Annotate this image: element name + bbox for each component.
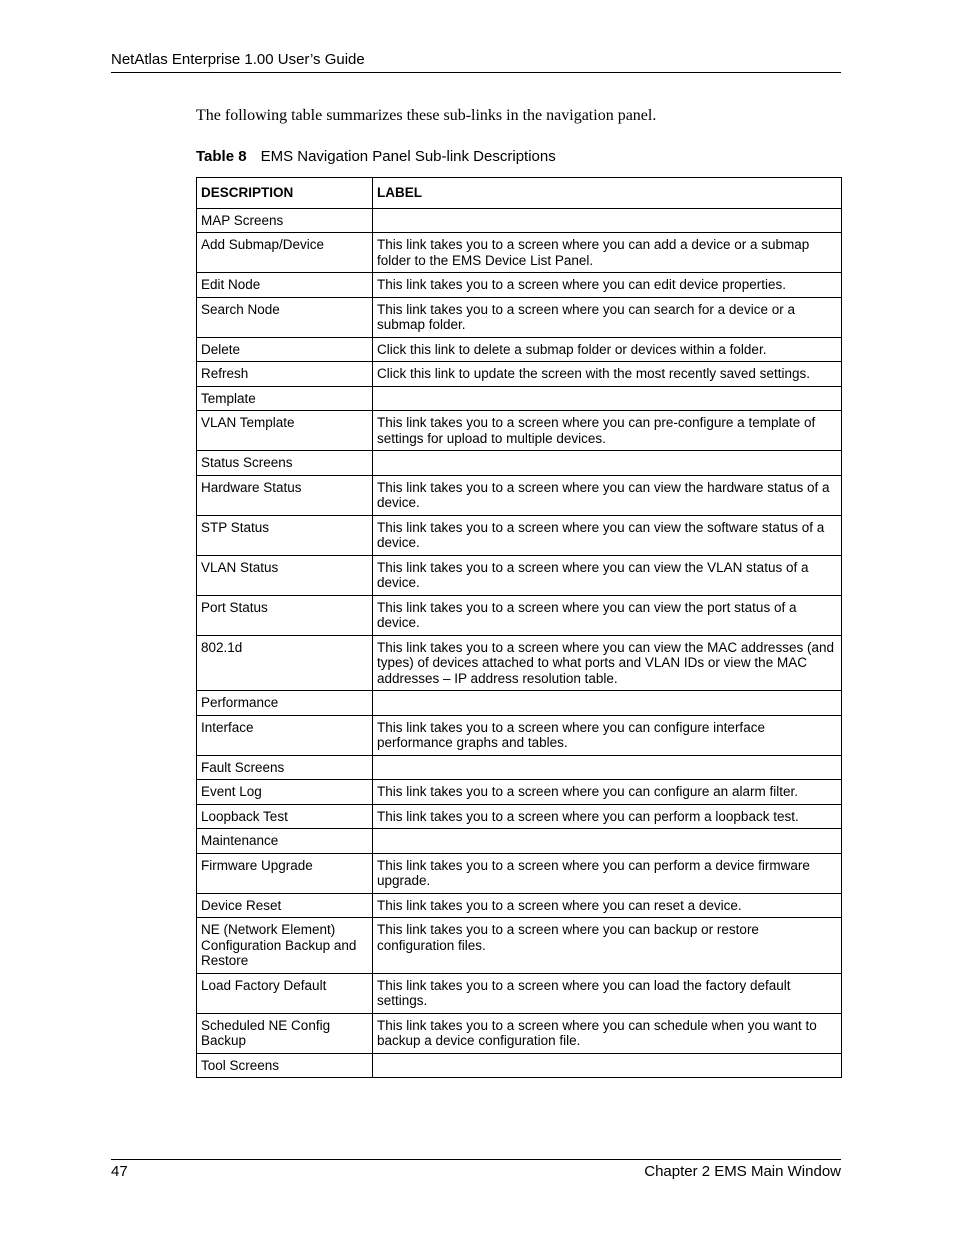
running-header [111,51,841,73]
description-cell: Add Submap/Device [197,233,373,273]
table-row [197,233,842,273]
column-header-description: DESCRIPTION [197,178,373,209]
label-cell: This link takes you to a screen where you can add a device or a submap folder to the EMS Device List Panel. [373,233,842,273]
description-cell: VLAN Status [197,555,373,595]
description-cell: Event Log [197,780,373,805]
label-cell: This link takes you to a screen where you can view the software status of a device. [373,515,842,555]
description-cell: Interface [197,715,373,755]
table-row [197,1013,842,1053]
description-cell: 802.1d [197,635,373,691]
description-cell: STP Status [197,515,373,555]
label-cell [373,691,842,716]
description-cell: MAP Screens [197,208,373,233]
label-cell: This link takes you to a screen where you can search for a device or a submap folder. [373,297,842,337]
label-cell [373,829,842,854]
guide-title: NetAtlas Enterprise 1.00 User’s Guide [111,51,365,68]
table-row [197,515,842,555]
table-caption-text: EMS Navigation Panel Sub-link Descriptions [260,148,556,165]
label-cell: This link takes you to a screen where you can schedule when you want to backup a device configuration file. [373,1013,842,1053]
table-row [197,804,842,829]
label-cell: This link takes you to a screen where you can pre-configure a template of settings for upload to multiple devices. [373,411,842,451]
label-cell: This link takes you to a screen where you can view the MAC addresses (and types) of devices attached to what ports and VLAN IDs or view the MAC addresses – IP address resolution table. [373,635,842,691]
label-cell: Click this link to delete a submap folder or devices within a folder. [373,337,842,362]
label-cell: Click this link to update the screen with the most recently saved settings. [373,362,842,387]
label-cell: This link takes you to a screen where you can perform a device firmware upgrade. [373,853,842,893]
section-row [197,386,842,411]
description-cell: Tool Screens [197,1053,373,1078]
label-cell: This link takes you to a screen where you can edit device properties. [373,273,842,298]
label-cell: This link takes you to a screen where you can reset a device. [373,893,842,918]
table-row [197,893,842,918]
table-header-row [197,178,842,209]
description-cell: Hardware Status [197,475,373,515]
label-cell [373,451,842,476]
description-cell: VLAN Template [197,411,373,451]
label-cell: This link takes you to a screen where you can perform a loopback test. [373,804,842,829]
section-row [197,829,842,854]
chapter-title: Chapter 2 EMS Main Window [644,1163,841,1180]
label-cell: This link takes you to a screen where you can configure an alarm filter. [373,780,842,805]
label-cell: This link takes you to a screen where you can backup or restore configuration files. [373,918,842,974]
description-cell: Performance [197,691,373,716]
description-cell: Loopback Test [197,804,373,829]
column-header-label: LABEL [373,178,842,209]
description-cell: Maintenance [197,829,373,854]
description-cell: Template [197,386,373,411]
table-row [197,635,842,691]
description-cell: Edit Node [197,273,373,298]
section-row [197,208,842,233]
description-cell: Search Node [197,297,373,337]
table-row [197,475,842,515]
description-cell: Refresh [197,362,373,387]
label-cell [373,1053,842,1078]
section-row [197,691,842,716]
table-row [197,715,842,755]
label-cell [373,755,842,780]
table-row [197,337,842,362]
table-row [197,273,842,298]
description-cell: Scheduled NE Config Backup [197,1013,373,1053]
description-cell: Device Reset [197,893,373,918]
table-row [197,362,842,387]
intro-paragraph: The following table summarizes these sub-links in the navigation panel. [196,107,657,124]
table-row [197,411,842,451]
description-cell: Firmware Upgrade [197,853,373,893]
label-cell: This link takes you to a screen where you can view the VLAN status of a device. [373,555,842,595]
description-cell: Fault Screens [197,755,373,780]
table-caption [196,148,556,165]
description-cell: Port Status [197,595,373,635]
table-number: Table 8 [196,148,247,165]
label-cell: This link takes you to a screen where you can view the port status of a device. [373,595,842,635]
page-number: 47 [111,1163,128,1180]
section-row [197,755,842,780]
table-row [197,780,842,805]
description-cell: Status Screens [197,451,373,476]
section-row [197,451,842,476]
table-row [197,595,842,635]
table-row [197,555,842,595]
section-row [197,1053,842,1078]
label-cell [373,208,842,233]
description-cell: Delete [197,337,373,362]
description-cell: Load Factory Default [197,973,373,1013]
table-row [197,297,842,337]
table-body [197,208,842,1078]
label-cell: This link takes you to a screen where you can load the factory default settings. [373,973,842,1013]
table-row [197,973,842,1013]
running-footer [111,1159,841,1180]
label-cell [373,386,842,411]
table-row [197,853,842,893]
label-cell: This link takes you to a screen where you can configure interface performance graphs and tables. [373,715,842,755]
label-cell: This link takes you to a screen where you can view the hardware status of a device. [373,475,842,515]
sub-link-table [196,177,842,1078]
table-row [197,918,842,974]
description-cell: NE (Network Element) Configuration Backup and Restore [197,918,373,974]
